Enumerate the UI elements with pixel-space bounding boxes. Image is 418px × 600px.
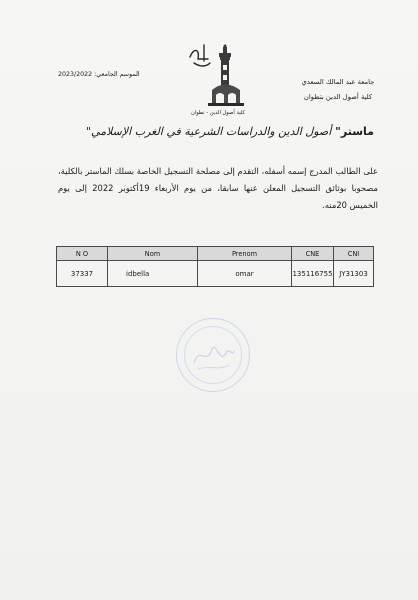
col-header-nom: Nom — [108, 247, 198, 261]
col-header-cni: CNI — [334, 247, 374, 261]
cell-prenom: omar — [198, 261, 292, 287]
cell-cni: JY31303 — [334, 261, 374, 287]
announcement-text: على الطالب المدرج إسمه أسفله، التقدم إلى مصلحة التسجيل الخاصة بسلك الماستر بالكلية، مصحوبا بوثائق التسجيل المعلن عنها سابقا، من يوم الأربعاء 19أكتوبر 2022 إلى يوم الخميس 20منه. — [58, 166, 378, 210]
academic-season: الموسم الجامعي: 2023/2022 — [58, 71, 140, 78]
table-header-row — [57, 247, 374, 261]
signature-scribble-icon — [190, 335, 236, 375]
table-row — [57, 261, 374, 287]
cell-cne: 135116755 — [292, 261, 334, 287]
university-header — [283, 75, 393, 105]
col-header-cne: CNE — [292, 247, 334, 261]
logo-caption: كلية أصول الدين - تطوان — [190, 110, 246, 116]
col-header-prenom: Prenom — [198, 247, 292, 261]
faculty-name: كلية أصول الدين بتطوان — [303, 93, 373, 101]
students-table — [56, 246, 374, 287]
university-name: جامعة عبد المالك السعدي — [301, 78, 375, 86]
program-title — [70, 125, 390, 138]
col-header-number: N O — [57, 247, 108, 261]
title-prefix: ماستر" — [335, 125, 374, 138]
program-name: أصول الدين والدراسات الشرعية في الغرب الإسلامي" — [86, 125, 332, 138]
faculty-logo-icon — [186, 43, 250, 115]
cell-number: 37337 — [57, 261, 108, 287]
cell-nom: idbella — [108, 261, 198, 287]
